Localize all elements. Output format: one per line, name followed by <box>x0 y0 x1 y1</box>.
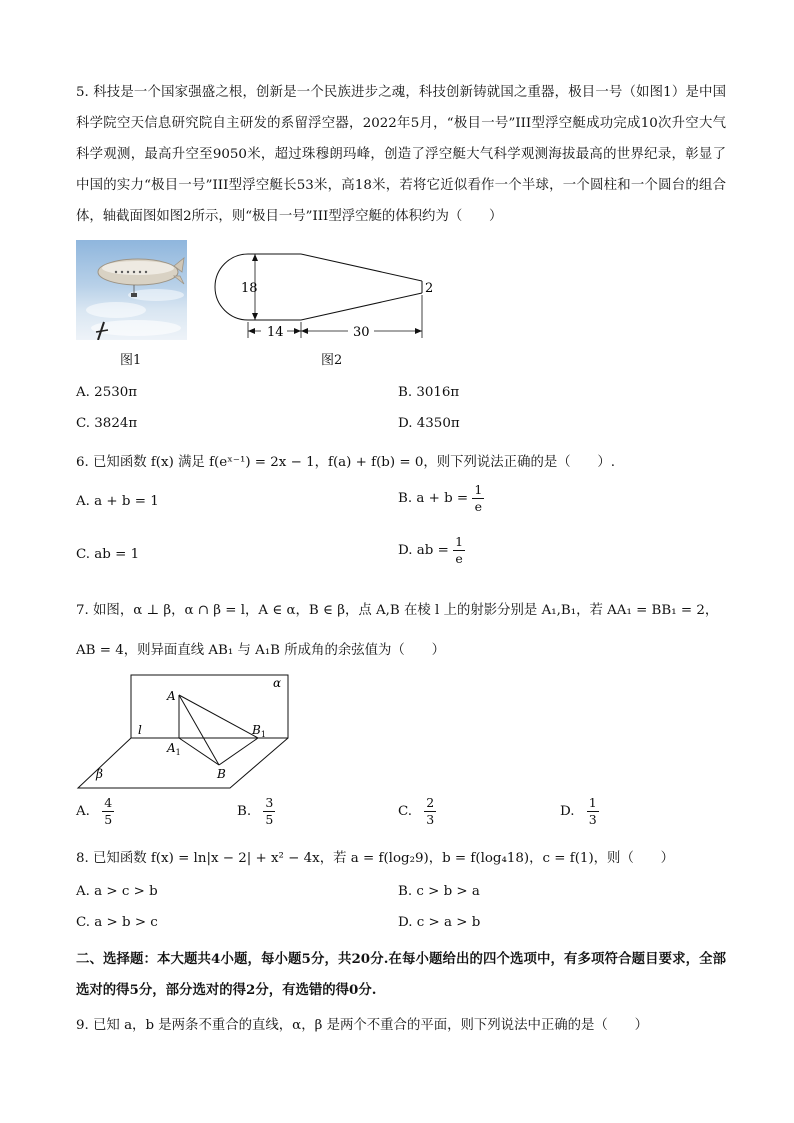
point-b1-letter: B <box>252 723 261 737</box>
q7-option-d[interactable] <box>560 797 599 826</box>
option-label: C. <box>398 804 413 819</box>
airship-photo <box>76 240 187 340</box>
q5-option-d[interactable]: D. 4350π <box>398 416 460 431</box>
q6-option-c[interactable]: C. ab = 1 <box>76 547 140 562</box>
fraction-denominator: 3 <box>588 811 597 827</box>
fraction-numerator: 1 <box>474 482 483 497</box>
point-a1-subscript: 1 <box>175 748 181 757</box>
point-a1-letter: A <box>167 741 176 755</box>
point-b-label: B <box>217 767 226 781</box>
cross-section-diagram <box>205 243 445 343</box>
point-b1-subscript: 1 <box>260 730 266 739</box>
q5-option-a[interactable]: A. 2530π <box>76 385 138 400</box>
q7-option-b-fraction <box>263 797 275 826</box>
q7-option-c-fraction <box>424 797 436 826</box>
fraction-numerator: 2 <box>426 795 435 810</box>
fraction-numerator: 3 <box>265 795 274 810</box>
fraction-denominator: 5 <box>104 811 113 827</box>
q6-option-d-prefix: D. ab = <box>398 543 449 558</box>
q6-option-d-fraction <box>453 536 465 565</box>
fraction-denominator: e <box>455 550 463 566</box>
option-label: A. <box>76 804 90 819</box>
edge-l-label: l <box>138 723 142 737</box>
q7-option-d-fraction <box>587 797 599 826</box>
figure-1-caption: 图1 <box>120 353 142 368</box>
right-end-label: 2 <box>425 281 434 296</box>
point-b1-label <box>251 723 266 739</box>
q6-option-d[interactable] <box>398 536 465 565</box>
q6-option-b-prefix: B. a + b = <box>398 491 469 506</box>
frustum-length-label: 30 <box>353 325 370 340</box>
question-7-line-2: AB = 4，则异面直线 AB₁ 与 A₁B 所成角的余弦值为（ ） <box>76 643 445 658</box>
figure-2-caption: 图2 <box>321 353 343 368</box>
option-label: D. <box>560 804 575 819</box>
question-6-text: 6. 已知函数 f(x) 满足 f(eˣ⁻¹) = 2x − 1，f(a) + f(b) = 0，则下列说法正确的是（ ）. <box>76 455 616 470</box>
plane-alpha-label: α <box>273 676 282 690</box>
fraction-numerator: 1 <box>588 795 597 810</box>
question-8-text: 8. 已知函数 f(x) = ln|x − 2| + x² − 4x，若 a = f(log₂9)，b = f(log₄18)，c = f(1)，则（ ） <box>76 851 675 866</box>
q7-option-c[interactable] <box>398 797 436 826</box>
fraction-numerator: 1 <box>455 534 464 549</box>
fraction-numerator: 4 <box>104 795 113 810</box>
q8-option-a[interactable]: A. a > c > b <box>76 884 158 899</box>
q5-option-b[interactable]: B. 3016π <box>398 385 460 400</box>
height-label: 18 <box>241 281 258 296</box>
cylinder-length-label: 14 <box>267 325 284 340</box>
q5-option-c[interactable]: C. 3824π <box>76 416 138 431</box>
question-5-text: 5. 科技是一个国家强盛之根，创新是一个民族进步之魂，科技创新铸就国之重器，极目一号（如图1）是中国科学院空天信息研究院自主研发的系留浮空器，2022年5月，“极目一号”III型浮空艇成功完成10次升空大气科学观测，最高升空至9050米，超过珠穆朗玛峰，创造了浮空艇大气科学观测海拔最高的世界纪录，彰显了中国的实力“极目一号”III型浮空艇长53米，高18米，若将它近似看作一个半球，一个圆柱和一个圆台的组合体，轴截面图如图2所示，则“极目一号”III型浮空艇的体积约为（ ） <box>76 85 726 224</box>
q7-option-b[interactable] <box>237 797 275 826</box>
fraction-denominator: 5 <box>265 811 274 827</box>
q7-option-a[interactable] <box>76 797 114 826</box>
q8-option-b[interactable]: B. c > b > a <box>398 884 480 899</box>
option-label: B. <box>237 804 252 819</box>
q6-option-a[interactable]: A. a + b = 1 <box>76 494 159 509</box>
question-7-line-1: 7. 如图，α ⊥ β，α ∩ β = l，A ∈ α，B ∈ β，点 A,B 在棱 l 上的射影分别是 A₁,B₁，若 AA₁ = BB₁ = 2， <box>76 603 719 618</box>
point-a-label: A <box>167 689 176 703</box>
q8-option-c[interactable]: C. a > b > c <box>76 915 158 930</box>
fraction-denominator: e <box>474 498 483 514</box>
airship-icon <box>76 240 187 340</box>
dihedral-planes-diagram <box>76 670 306 792</box>
plane-beta-label: β <box>96 767 103 781</box>
q8-option-d[interactable]: D. c > a > b <box>398 915 481 930</box>
point-a1-label <box>166 741 181 757</box>
section-2-heading: 二、选择题：本大题共4小题，每小题5分，共20分.在每小题给出的四个选项中，有多项符合题目要求，全部选对的得5分，部分选对的得2分，有选错的得0分. <box>76 951 726 998</box>
fraction-denominator: 3 <box>426 811 435 827</box>
q6-option-b-fraction <box>472 484 484 513</box>
question-9-text: 9. 已知 a，b 是两条不重合的直线，α，β 是两个不重合的平面，则下列说法中正确的是（ ） <box>76 1018 648 1033</box>
q6-option-b[interactable] <box>398 484 484 513</box>
q7-option-a-fraction <box>102 797 114 826</box>
